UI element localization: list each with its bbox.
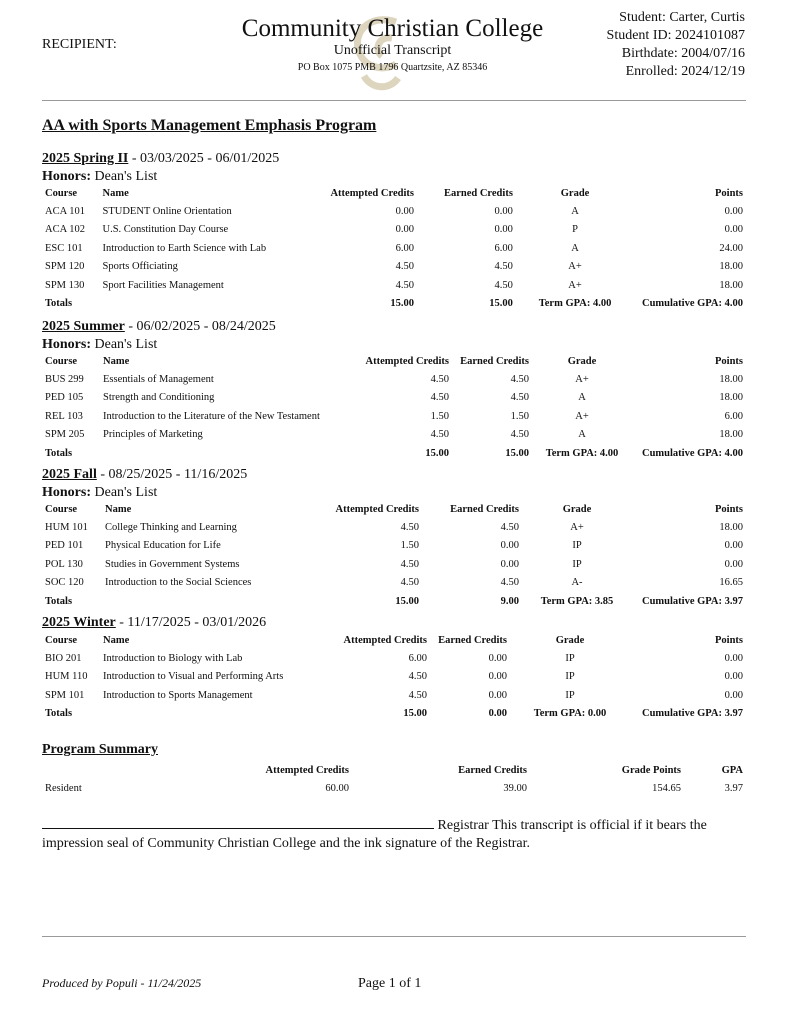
course-attempted: 1.50 (400, 540, 419, 552)
honors-value: Dean's List (91, 337, 158, 352)
course-earned: 0.00 (488, 671, 507, 683)
summary-header-attempted: Attempted Credits (265, 765, 349, 776)
course-code: ESC 101 (45, 242, 83, 254)
totals-label: Totals (45, 595, 73, 607)
course-grade: A- (571, 577, 583, 589)
term-honors (42, 484, 746, 501)
header-attempted: Attempted Credits (343, 635, 427, 646)
header-name: Name (103, 356, 130, 367)
totals-blank (100, 705, 320, 724)
totals-row (42, 592, 746, 611)
student-info (607, 9, 745, 81)
cumulative-gpa: Cumulative GPA: 3.97 (641, 708, 743, 720)
term-honors (42, 168, 746, 185)
summary-header-row (42, 762, 746, 779)
course-attempted: 4.50 (430, 429, 449, 441)
course-earned: 0.00 (500, 558, 519, 570)
header-earned: Earned Credits (460, 356, 529, 367)
course-attempted: 6.00 (408, 652, 427, 664)
term-name: 2025 Winter (42, 615, 116, 630)
college-name: Community Christian College (241, 15, 544, 42)
summary-grade-points: 154.65 (652, 782, 681, 794)
totals-blank (100, 295, 299, 314)
course-grade: A (578, 429, 586, 441)
totals-earned: 15.00 (505, 447, 529, 459)
course-name: Physical Education for Life (105, 540, 221, 552)
term-name: 2025 Summer (42, 319, 125, 334)
totals-earned: 9.00 (500, 595, 519, 607)
term-heading (42, 318, 746, 336)
header-attempted: Attempted Credits (330, 188, 414, 199)
header-points: Points (714, 635, 743, 646)
header-earned: Earned Credits (443, 188, 513, 199)
footer-divider (42, 936, 746, 937)
term-heading (42, 150, 746, 168)
course-grade: A+ (568, 279, 582, 291)
course-table (42, 501, 746, 611)
course-code: SPM 120 (45, 261, 85, 273)
course-earned: 4.50 (494, 261, 513, 273)
course-row (42, 407, 746, 426)
summary-attempted: 60.00 (325, 782, 349, 794)
course-row (42, 537, 746, 556)
course-attempted: 0.00 (395, 224, 414, 236)
cumulative-gpa: Cumulative GPA: 3.97 (641, 595, 743, 607)
header-course: Course (45, 356, 78, 367)
course-points: 18.00 (719, 429, 743, 441)
course-code: PED 101 (45, 540, 84, 552)
course-attempted: 4.50 (395, 279, 414, 291)
course-code: SOC 120 (45, 577, 84, 589)
course-row (42, 258, 746, 277)
course-points: 18.00 (719, 392, 743, 404)
term-name: 2025 Spring II (42, 151, 129, 166)
course-attempted: 6.00 (395, 242, 414, 254)
term-dates: - 11/17/2025 - 03/01/2026 (115, 615, 267, 630)
course-points: 24.00 (719, 242, 743, 254)
course-attempted: 4.50 (400, 521, 419, 533)
student-id: Student ID: 2024101087 (606, 28, 745, 43)
totals-row (42, 705, 746, 724)
student-birthdate: Birthdate: 2004/07/16 (621, 46, 745, 61)
course-points: 18.00 (719, 521, 743, 533)
course-earned: 4.50 (500, 577, 519, 589)
totals-attempted: 15.00 (403, 708, 427, 720)
course-table (42, 632, 746, 723)
course-name: Introduction to Earth Science with Lab (102, 242, 267, 254)
course-name: U.S. Constitution Day Course (102, 224, 229, 236)
honors-label: Honors: (42, 485, 91, 500)
course-earned: 0.00 (494, 224, 513, 236)
header-points: Points (714, 188, 743, 199)
header-divider (42, 100, 746, 101)
term-section (42, 466, 746, 611)
course-name: Introduction to Visual and Performing Arts (103, 671, 284, 683)
totals-blank (100, 444, 352, 463)
course-name: College Thinking and Learning (105, 521, 237, 533)
program-summary-title: Program Summary (42, 742, 158, 757)
header-earned: Earned Credits (438, 635, 507, 646)
course-earned: 4.50 (500, 521, 519, 533)
totals-earned: 15.00 (489, 298, 513, 310)
header-course: Course (45, 635, 78, 646)
course-points: 0.00 (724, 689, 743, 701)
course-header-row (42, 353, 746, 370)
course-grade: A+ (575, 373, 589, 385)
course-points: 16.65 (719, 577, 743, 589)
summary-label: Resident (45, 782, 82, 794)
totals-label: Totals (45, 447, 73, 459)
summary-row (42, 779, 746, 798)
course-earned: 0.00 (488, 652, 507, 664)
course-code: POL 130 (45, 558, 83, 570)
course-grade: IP (565, 652, 575, 664)
course-grade: A+ (568, 261, 582, 273)
term-heading (42, 614, 746, 632)
course-header-row (42, 632, 746, 649)
course-grade: IP (572, 540, 582, 552)
college-address: PO Box 1075 PMB 1796 Quartzsite, AZ 85346 (297, 62, 488, 73)
course-name: Principles of Marketing (103, 429, 203, 441)
honors-label: Honors: (42, 169, 91, 184)
header-points: Points (714, 504, 743, 515)
summary-header-grade-points: Grade Points (621, 765, 681, 776)
totals-attempted: 15.00 (425, 447, 449, 459)
header-grade: Grade (567, 356, 597, 367)
course-grade: IP (565, 671, 575, 683)
totals-attempted: 15.00 (390, 298, 414, 310)
summary-header-blank (42, 762, 182, 779)
term-dates: - 06/02/2025 - 08/24/2025 (124, 319, 276, 334)
course-grade: P (572, 224, 578, 236)
course-name: Sport Facilities Management (102, 279, 224, 291)
summary-header-earned: Earned Credits (458, 765, 527, 776)
produced-by: Produced by Populi - 11/24/2025 (42, 976, 202, 990)
signature-line (42, 814, 434, 829)
totals-row (42, 295, 746, 314)
honors-label: Honors: (42, 337, 91, 352)
course-row (42, 426, 746, 445)
course-table (42, 353, 746, 463)
course-points: 0.00 (724, 224, 743, 236)
program-summary (42, 762, 746, 798)
course-code: BIO 201 (45, 652, 82, 664)
course-code: SPM 130 (45, 279, 85, 291)
course-attempted: 0.00 (395, 205, 414, 217)
course-points: 0.00 (724, 205, 743, 217)
term-dates: - 03/03/2025 - 06/01/2025 (128, 151, 280, 166)
totals-label: Totals (45, 298, 73, 310)
recipient-label: RECIPIENT: (42, 37, 117, 52)
course-grade: A+ (575, 410, 589, 422)
header-attempted: Attempted Credits (365, 356, 449, 367)
term-gpa: Term GPA: 4.00 (538, 298, 612, 310)
course-row (42, 574, 746, 593)
totals-earned: 0.00 (488, 708, 507, 720)
course-points: 18.00 (719, 279, 743, 291)
page-number: Page 1 of 1 (358, 976, 422, 991)
course-code: SPM 205 (45, 429, 85, 441)
cumulative-gpa: Cumulative GPA: 4.00 (641, 447, 743, 459)
course-points: 18.00 (719, 261, 743, 273)
course-row (42, 555, 746, 574)
header-earned: Earned Credits (450, 504, 519, 515)
student-name: Student: Carter, Curtis (619, 10, 745, 25)
term-heading (42, 466, 746, 484)
course-earned: 0.00 (500, 540, 519, 552)
header-name: Name (105, 504, 132, 515)
course-grade: A (571, 205, 579, 217)
summary-earned: 39.00 (503, 782, 527, 794)
header-attempted: Attempted Credits (335, 504, 419, 515)
course-name: Sports Officiating (102, 261, 178, 273)
totals-label: Totals (45, 708, 73, 720)
course-attempted: 4.50 (395, 261, 414, 273)
course-name: Introduction to the Literature of the New Testament (103, 410, 320, 422)
course-grade: A+ (570, 521, 584, 533)
course-code: SPM 101 (45, 689, 85, 701)
course-attempted: 4.50 (430, 392, 449, 404)
course-name: Studies in Government Systems (105, 558, 240, 570)
program-title: AA with Sports Management Emphasis Program (42, 117, 377, 134)
signature-block (42, 814, 746, 853)
course-row (42, 370, 746, 389)
course-earned: 6.00 (494, 242, 513, 254)
course-row (42, 649, 746, 668)
course-name: Introduction to Biology with Lab (103, 652, 243, 664)
term-name: 2025 Fall (42, 467, 97, 482)
course-earned: 4.50 (510, 373, 529, 385)
header-grade: Grade (555, 635, 585, 646)
course-code: HUM 101 (45, 521, 88, 533)
course-attempted: 4.50 (408, 689, 427, 701)
header-name: Name (102, 188, 129, 199)
header-grade: Grade (560, 188, 590, 199)
course-code: HUM 110 (45, 671, 88, 683)
course-grade: IP (572, 558, 582, 570)
honors-value: Dean's List (91, 485, 158, 500)
transcript-subtitle: Unofficial Transcript (333, 43, 452, 58)
honors-value: Dean's List (91, 169, 158, 184)
course-attempted: 1.50 (430, 410, 449, 422)
course-earned: 4.50 (510, 429, 529, 441)
course-points: 0.00 (724, 652, 743, 664)
signature-text: Registrar This transcript is official if it bears the impression seal of Community Christian College and the ink signature of the Registrar. (42, 818, 707, 851)
term-gpa: Term GPA: 0.00 (533, 708, 607, 720)
course-row (42, 202, 746, 221)
program-summary-table (42, 762, 746, 798)
course-grade: IP (565, 689, 575, 701)
course-attempted: 4.50 (400, 558, 419, 570)
totals-attempted: 15.00 (395, 595, 419, 607)
totals-blank (102, 592, 302, 611)
course-row (42, 239, 746, 258)
student-enrolled: Enrolled: 2024/12/19 (625, 64, 745, 79)
course-row (42, 221, 746, 240)
course-attempted: 4.50 (408, 671, 427, 683)
header-course: Course (45, 188, 78, 199)
term-gpa: Term GPA: 4.00 (545, 447, 619, 459)
term-dates: - 08/25/2025 - 11/16/2025 (96, 467, 248, 482)
term-section (42, 614, 746, 723)
course-row (42, 668, 746, 687)
course-name: Introduction to Sports Management (103, 689, 253, 701)
course-attempted: 4.50 (400, 577, 419, 589)
course-code: REL 103 (45, 410, 83, 422)
course-points: 0.00 (724, 558, 743, 570)
course-table (42, 185, 746, 313)
header-points: Points (714, 356, 743, 367)
course-code: PED 105 (45, 392, 84, 404)
course-earned: 0.00 (494, 205, 513, 217)
course-name: STUDENT Online Orientation (102, 205, 232, 217)
term-section (42, 150, 746, 313)
header-name: Name (103, 635, 130, 646)
summary-header-gpa: GPA (721, 765, 743, 776)
course-row (42, 686, 746, 705)
course-attempted: 4.50 (430, 373, 449, 385)
totals-row (42, 444, 746, 463)
course-code: BUS 299 (45, 373, 84, 385)
header-course: Course (45, 504, 78, 515)
term-gpa: Term GPA: 3.85 (540, 595, 614, 607)
course-row (42, 518, 746, 537)
course-header-row (42, 185, 746, 202)
course-earned: 1.50 (510, 410, 529, 422)
course-earned: 4.50 (494, 279, 513, 291)
course-row (42, 276, 746, 295)
course-name: Strength and Conditioning (103, 392, 215, 404)
course-grade: A (571, 242, 579, 254)
course-points: 0.00 (724, 671, 743, 683)
course-points: 18.00 (719, 373, 743, 385)
course-name: Introduction to the Social Sciences (105, 577, 252, 589)
course-header-row (42, 501, 746, 518)
course-earned: 4.50 (510, 392, 529, 404)
course-earned: 0.00 (488, 689, 507, 701)
term-honors (42, 336, 746, 353)
summary-gpa: 3.97 (724, 782, 743, 794)
course-row (42, 389, 746, 408)
course-code: ACA 101 (45, 205, 85, 217)
course-points: 6.00 (724, 410, 743, 422)
cumulative-gpa: Cumulative GPA: 4.00 (641, 298, 743, 310)
header-grade: Grade (562, 504, 592, 515)
course-grade: A (578, 392, 586, 404)
course-code: ACA 102 (45, 224, 85, 236)
course-points: 0.00 (724, 540, 743, 552)
term-section (42, 318, 746, 463)
course-name: Essentials of Management (103, 373, 214, 385)
